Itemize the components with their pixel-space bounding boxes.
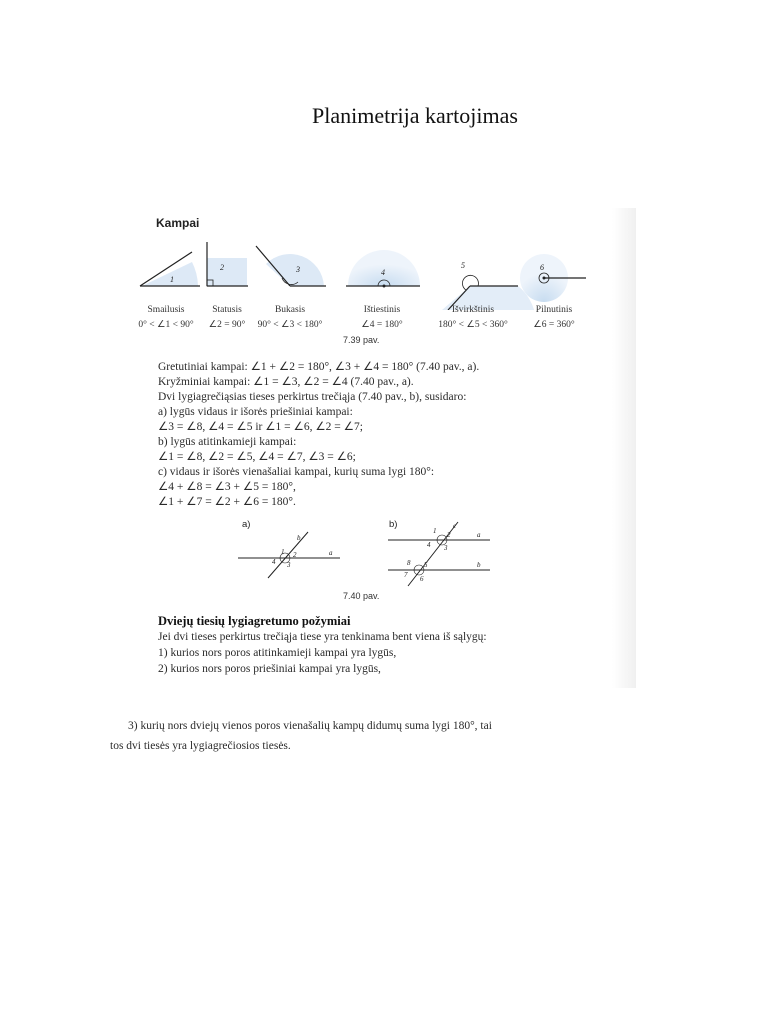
fig-a-num-3: 3	[287, 561, 291, 569]
angle-rule-1: 0° < ∠1 < 90°	[138, 320, 194, 330]
figure-caption-740: 7.40 pav.	[343, 591, 380, 601]
angle-rule-2: ∠2 = 90°	[208, 320, 246, 330]
fig-b-line-a: a	[477, 531, 481, 539]
fig-a-num-2: 2	[293, 551, 297, 559]
angle-acute-shape	[140, 252, 200, 286]
angle-name-1: Smailusis	[147, 305, 185, 315]
angle-straight-shape	[346, 250, 420, 288]
angle-4-num: 4	[381, 268, 385, 277]
angle-name-2: Statusis	[212, 305, 242, 315]
text-line-3: Dvi lygiagrečiąsias tieses perkirtus trečiąja (7.40 pav., b), susidaro:	[158, 391, 467, 403]
paragraph-3-line-1: 3) kurių nors dviejų vienos poros vienašalių kampų didumų suma lygi 180°, tai	[128, 720, 492, 732]
parallel-item-1: 1) kurios nors poros atitinkamieji kampai yra lygūs,	[158, 647, 397, 659]
text-line-10: ∠1 + ∠7 = ∠2 + ∠6 = 180°.	[158, 496, 296, 508]
fig-b-line-b: b	[477, 561, 481, 569]
fig-b-num-7: 7	[404, 571, 408, 579]
angle-name-3: Bukasis	[274, 305, 306, 315]
fig-a-line-a: a	[329, 549, 333, 557]
kampai-heading: Kampai	[156, 216, 200, 230]
fig-b-num-8: 8	[407, 559, 411, 567]
fig-b-num-4: 4	[427, 541, 431, 549]
fig-b-num-1: 1	[433, 527, 437, 535]
paragraph-3	[110, 716, 570, 756]
parallel-item-2: 2) kurios nors poros priešiniai kampai yra lygūs,	[158, 663, 381, 675]
text-line-5: ∠3 = ∠8, ∠4 = ∠5 ir ∠1 = ∠6, ∠2 = ∠7;	[158, 421, 363, 433]
text-line-6: b) lygūs atitinkamieji kampai:	[158, 436, 297, 448]
angle-name-5: Išvirkštinis	[451, 305, 495, 315]
angle-types-diagram	[136, 238, 606, 310]
figure-caption-739: 7.39 pav.	[343, 335, 380, 345]
page-title: Planimetrija kartojimas	[312, 103, 518, 128]
angle-rule-6: ∠6 = 360°	[533, 320, 575, 330]
angle-full-shape	[520, 254, 586, 302]
text-line-9: ∠4 + ∠8 = ∠3 + ∠5 = 180°,	[158, 481, 296, 493]
fig-a-num-4: 4	[272, 558, 276, 566]
fig-b-num-6: 6	[420, 575, 424, 583]
figure-b-label: b)	[389, 519, 398, 530]
angle-3-num: 3	[296, 265, 300, 274]
scan-edge-shadow	[612, 208, 636, 688]
text-line-7: ∠1 = ∠8, ∠2 = ∠5, ∠4 = ∠7, ∠3 = ∠6;	[158, 451, 356, 463]
figure-740b-diagram	[386, 520, 496, 588]
angle-rule-3: 90° < ∠3 < 180°	[257, 320, 323, 330]
figure-a-label: a)	[242, 519, 251, 530]
angle-rule-4: ∠4 = 180°	[361, 320, 403, 330]
angle-6-num: 6	[540, 263, 544, 272]
angle-5-num: 5	[461, 261, 465, 270]
angle-1-num: 1	[170, 275, 174, 284]
angle-name-4: Ištiestinis	[363, 305, 401, 315]
angle-name-6: Pilnutinis	[535, 305, 573, 315]
text-line-1: Gretutiniai kampai: ∠1 + ∠2 = 180°, ∠3 + ∠4 = 180° (7.40 pav., a).	[158, 361, 480, 373]
text-line-2: Kryžminiai kampai: ∠1 = ∠3, ∠2 = ∠4 (7.40 pav., a).	[158, 376, 414, 388]
angle-right-shape	[207, 242, 248, 286]
fig-a-line-b: b	[297, 534, 301, 542]
parallel-intro: Jei dvi tieses perkirtus trečiąja tiese yra tenkinama bent viena iš sąlygų:	[158, 631, 487, 643]
angle-obtuse-shape	[256, 246, 326, 286]
scanned-figure-block	[136, 208, 636, 688]
angle-2-num: 2	[220, 263, 224, 272]
text-line-4: a) lygūs vidaus ir išorės priešiniai kampai:	[158, 406, 353, 418]
fig-b-num-2: 2	[447, 531, 451, 539]
fig-a-num-1: 1	[281, 548, 285, 556]
fig-b-line-c: c	[453, 522, 457, 530]
figure-740a-diagram	[236, 528, 346, 580]
angle-rule-5: 180° < ∠5 < 360°	[438, 320, 508, 330]
parallel-heading: Dviejų tiesių lygiagretumo požymiai	[158, 614, 351, 628]
text-line-8: c) vidaus ir išorės vienašaliai kampai, kurių suma lygi 180°:	[158, 466, 435, 478]
fig-b-num-3: 3	[444, 544, 448, 552]
paragraph-3-line-2: tos dvi tiesės yra lygiagrečiosios tiesės.	[110, 740, 291, 752]
fig-b-num-5: 5	[424, 561, 428, 569]
